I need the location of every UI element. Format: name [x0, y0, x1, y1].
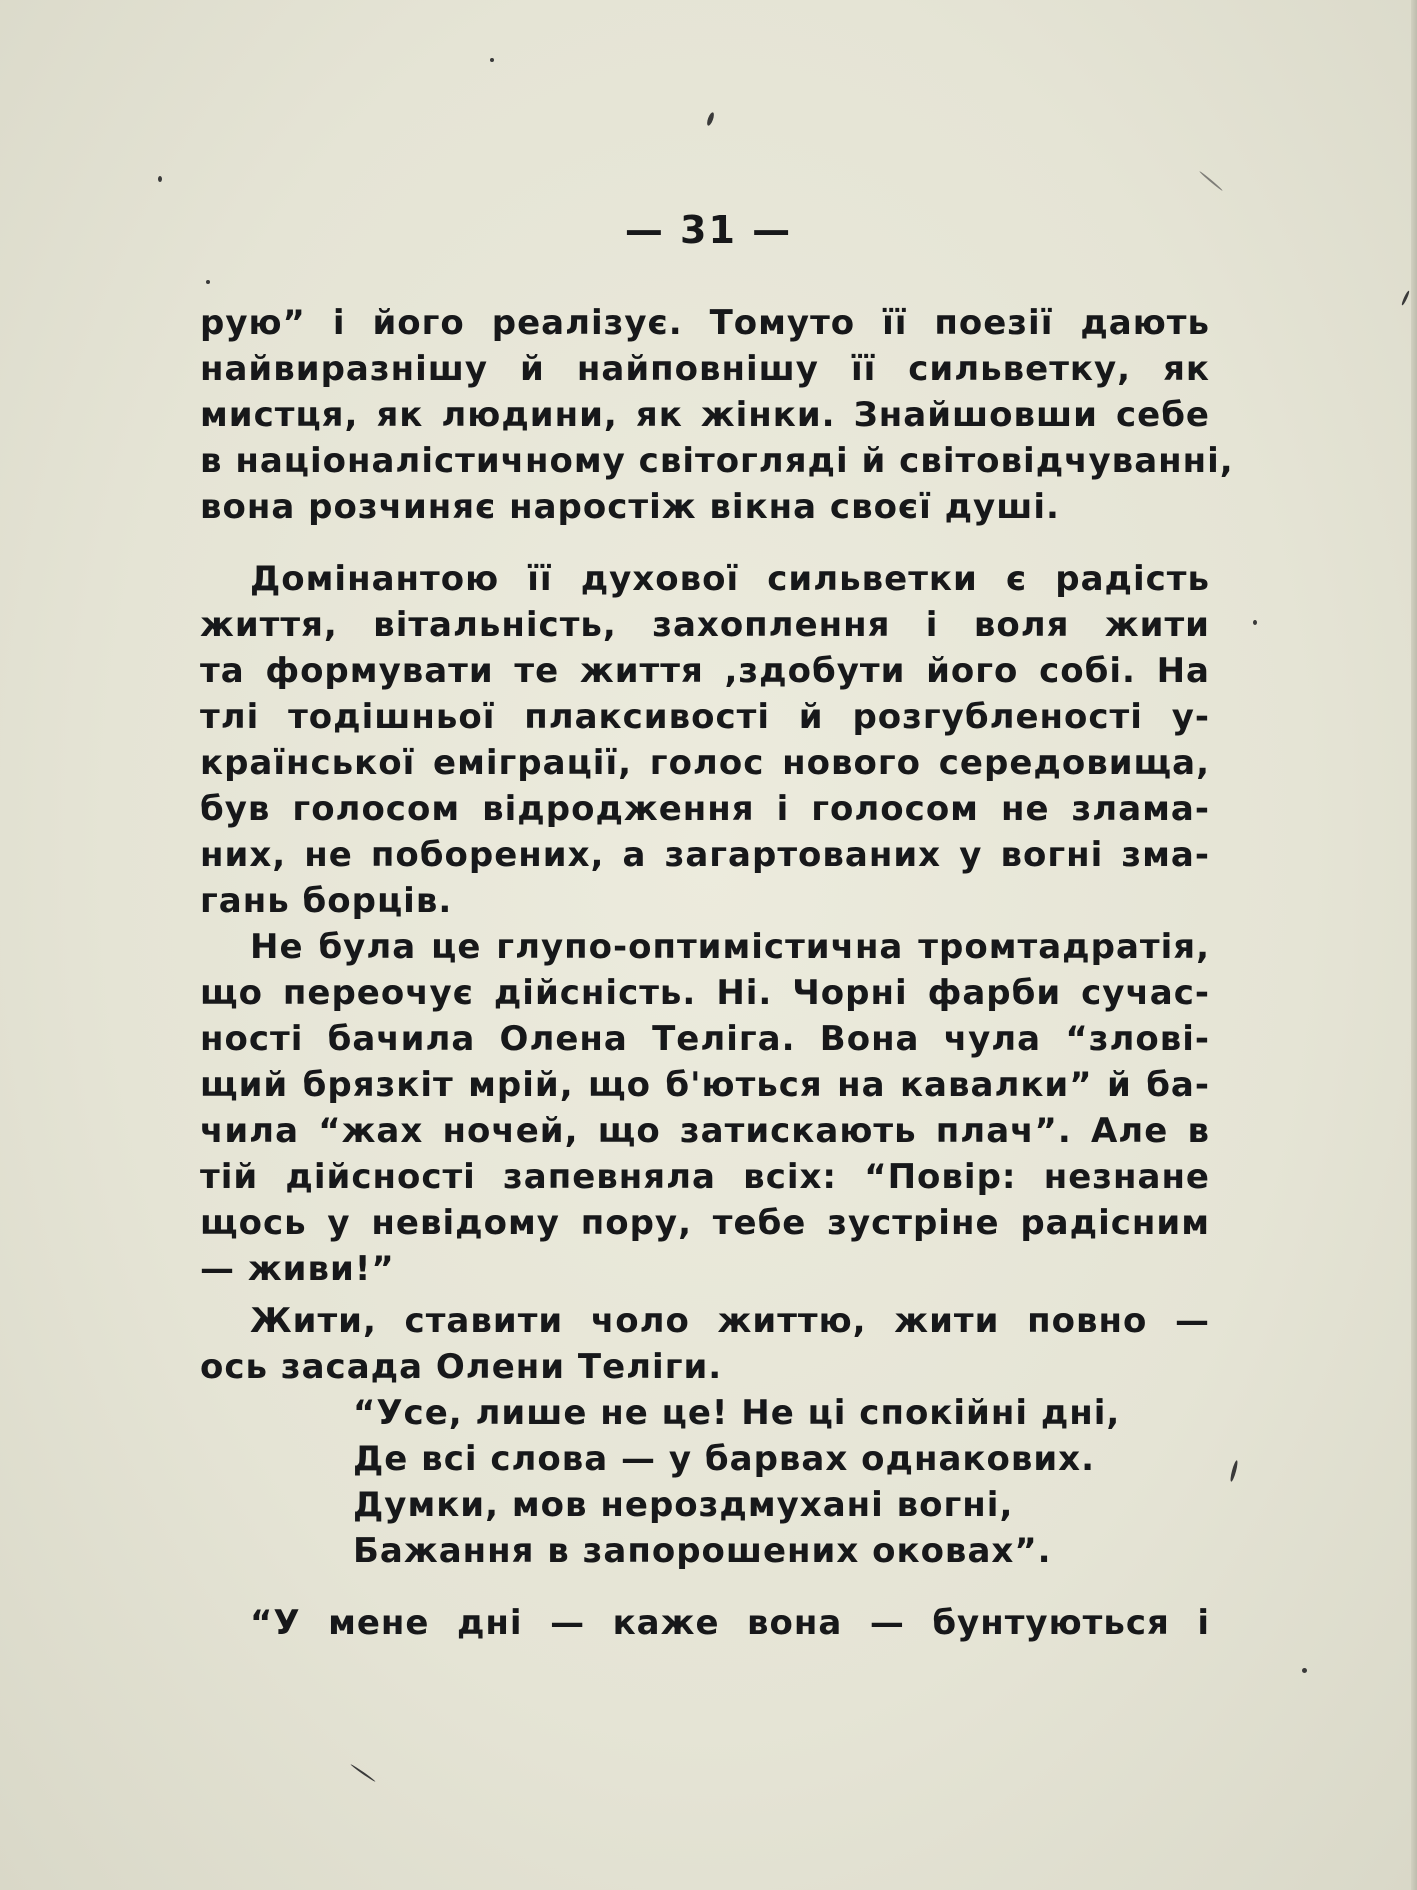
text-line: — живи!”: [200, 1249, 395, 1289]
paragraph-3: [200, 924, 1210, 1292]
verse-line: Де всі слова — у барвах однакових.: [353, 1439, 1096, 1479]
text-line: найвиразнішу й найповнішу її сильветку, як: [200, 349, 1210, 389]
text-line: що переочує дійсність. Ні. Чорні фарби сучас-: [200, 973, 1210, 1013]
print-speck: [706, 112, 715, 127]
text-line: “У мене дні — каже вона — бунтуються і: [250, 1603, 1210, 1643]
text-line: рую” і його реалізує. Томуто її поезії дають: [200, 303, 1210, 343]
text-line: тій дійсності запевняла всіх: “Повір: незнане: [200, 1157, 1210, 1197]
text-line: Домінантою її духової сильветки є радість: [250, 559, 1210, 599]
text-line: ності бачила Олена Теліга. Вона чула “злові-: [200, 1019, 1210, 1059]
poem-quote: [200, 1390, 1210, 1574]
print-speck: [1401, 290, 1410, 306]
text-line: мистця, як людини, як жінки. Знайшовши себе: [200, 395, 1210, 435]
print-speck: [1302, 1668, 1307, 1673]
text-line: Жити, ставити чоло життю, жити повно —: [250, 1301, 1210, 1341]
text-line: чила “жах ночей, що затискають плач”. Але в: [200, 1111, 1210, 1151]
print-speck: [350, 1764, 376, 1783]
text-line: тлі тодішньої плаксивості й розгубленості у-: [200, 697, 1210, 737]
paragraph-1: [200, 300, 1234, 530]
text-line: країнської еміграції, голос нового середовища,: [200, 743, 1210, 783]
verse-line: “Усе, лише не це! Не ці спокійні дні,: [353, 1393, 1121, 1433]
page-edge: [1411, 0, 1417, 1890]
text-line: ось засада Олени Теліги.: [200, 1347, 723, 1387]
text-line: них, не поборених, а загартованих у вогні зма-: [200, 835, 1210, 875]
paragraph-2: [200, 556, 1210, 924]
text-line: та формувати те життя ,здобути його собі. На: [200, 651, 1210, 691]
print-speck: [158, 176, 162, 182]
verse-line: Думки, мов нероздмухані вогні,: [353, 1485, 1014, 1525]
print-speck: [490, 58, 494, 62]
text-line: щий брязкіт мрій, що б'ються на кавалки” й ба-: [200, 1065, 1210, 1105]
print-speck: [206, 280, 210, 284]
text-line: вона розчиняє наростіж вікна своєї душі.: [200, 487, 1060, 527]
text-line: життя, вітальність, захоплення і воля жити: [200, 605, 1210, 645]
text-line: в націоналістичному світогляді й світовідчуванні,: [200, 441, 1234, 481]
text-line: щось у невідому пору, тебе зустріне радісним: [200, 1203, 1210, 1243]
paragraph-4: [200, 1298, 1210, 1390]
print-speck: [1199, 171, 1223, 192]
text-line: був голосом відродження і голосом не злама-: [200, 789, 1210, 829]
text-line: гань борців.: [200, 881, 453, 921]
paragraph-5: [200, 1600, 1210, 1646]
text-line: Не була це глупо-оптимістична тромтадратія,: [250, 927, 1210, 967]
page-number: — 31 —: [624, 208, 793, 252]
print-speck: [1229, 1460, 1239, 1482]
print-speck: [1253, 620, 1257, 625]
page-text: [200, 300, 1234, 1646]
verse-line: Бажання в запорошених оковах”.: [353, 1531, 1052, 1571]
